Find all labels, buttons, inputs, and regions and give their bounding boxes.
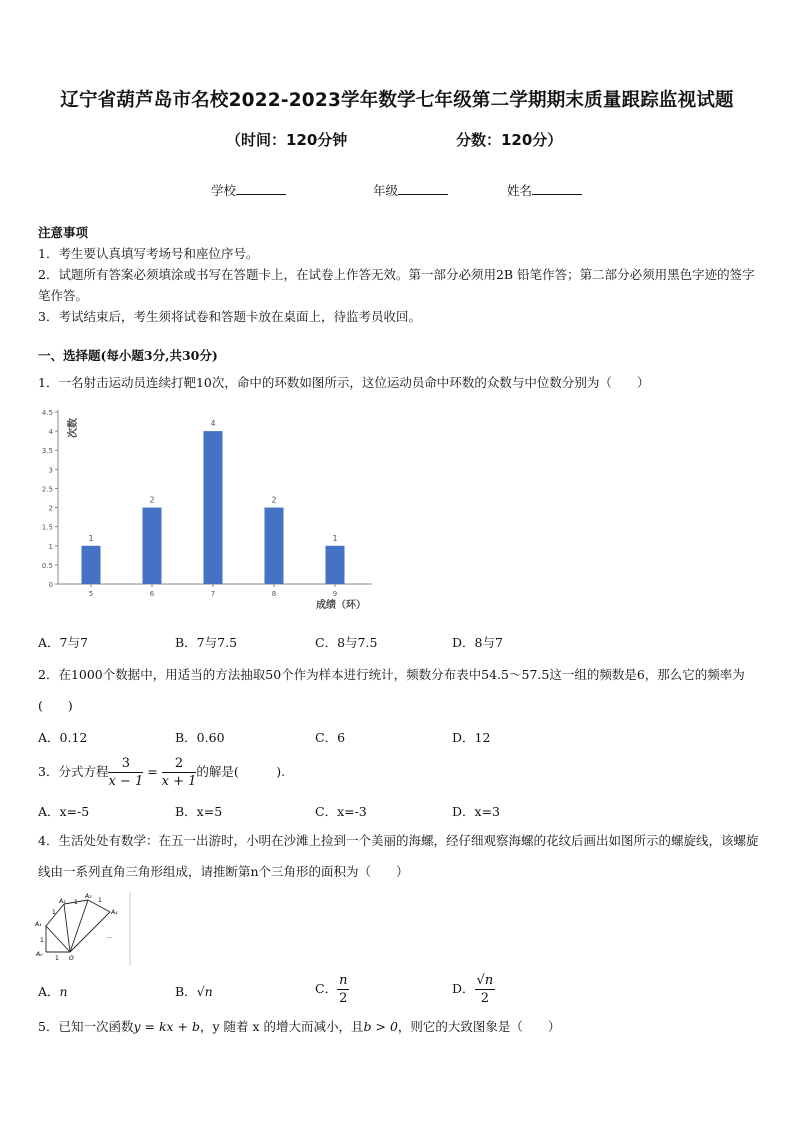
q2-option-a[interactable]: A．0.12 <box>38 730 88 745</box>
fig-label-1: 1 <box>74 899 78 906</box>
note-item: 2．试题所有答案必须填涂或书写在答题卡上，在试卷上作答无效。第一部分必须用2B 铅笔作答；第二部分必须用黑色字迹的签字笔作答。 <box>38 267 755 303</box>
x-tick-label: 8 <box>271 590 277 598</box>
q3-suffix: 的解是( ). <box>196 764 286 779</box>
q1-bar-chart <box>32 400 372 620</box>
fig-label-a2: A₂ <box>59 898 66 905</box>
q4-option-a[interactable]: A．n <box>38 984 68 999</box>
grade-blank[interactable] <box>398 182 448 195</box>
q2-option-b[interactable]: B．0.60 <box>175 730 225 745</box>
q1-option-a[interactable]: A．7与7 <box>38 635 88 650</box>
q3-option-a[interactable]: A．x=-5 <box>38 804 90 819</box>
school-label: 学校 <box>211 183 237 198</box>
fig-label-ellipsis: … <box>106 933 112 940</box>
name-field <box>507 181 582 199</box>
x-tick-label: 5 <box>88 590 94 598</box>
note-item: 1．考生要认真填写考场号和座位序号。 <box>38 246 259 261</box>
q3-lhs-den: x − 1 <box>108 774 144 789</box>
bar-value-label: 1 <box>332 533 338 543</box>
q3-rhs-den: x + 1 <box>161 774 197 789</box>
y-tick-label: 2.5 <box>41 485 53 494</box>
q3-lhs-num: 3 <box>108 755 143 773</box>
time-limit: （时间：120分钟 <box>226 131 348 149</box>
fig-label-o: O <box>69 955 74 962</box>
bar <box>326 546 345 584</box>
y-tick-label: 1.5 <box>41 523 53 532</box>
question-3: 3．分式方程 $\frac{3}{x - 1}$ = $\frac{2}{x + 1}$ 的解是( ). <box>38 756 286 789</box>
grade-field <box>373 181 448 199</box>
fig-label-a0: A₀ <box>36 951 43 958</box>
q5-equation: y = kx + b <box>133 1019 200 1034</box>
q5-prefix: 5．已知一次函数 <box>38 1019 134 1034</box>
fig-label-1: 1 <box>55 955 59 962</box>
q5-condition: b > 0 <box>363 1019 398 1034</box>
fig-label-1: 1 <box>40 937 44 944</box>
q4-option-c[interactable]: C． $\frac{n}{2}$ <box>315 973 348 1006</box>
note-item: 3．考试结束后，考生须将试卷和答题卡放在桌面上，待监考员收回。 <box>38 309 421 324</box>
question-2: 2．在1000个数据中，用适当的方法抽取50个作为样本进行统计，频数分布表中54.5～57.5这一组的频数是6，那么它的频率为( ) <box>38 667 745 713</box>
question-1: 1．一名射击运动员连续打靶10次，命中的环数如图所示，这位运动员命中环数的众数与中位数分别为（ ） <box>38 375 650 390</box>
bar <box>204 431 223 584</box>
question-5 <box>38 1011 760 1042</box>
q3-option-d[interactable]: D．x=3 <box>452 804 500 819</box>
bar-value-label: 2 <box>271 495 277 505</box>
q4-options <box>38 972 760 1014</box>
fig-label-a4: A₄ <box>111 909 118 916</box>
total-score: 分数：120分） <box>456 131 563 149</box>
notes-block <box>38 222 760 327</box>
bar-value-label: 1 <box>88 533 94 543</box>
y-tick-label: 0 <box>48 581 53 589</box>
y-tick-label: 4.5 <box>41 409 53 417</box>
question-4: 4．生活处处有数学：在五一出游时，小明在沙滩上捡到一个美丽的海螺，经仔细观察海螺的花纹后画出如图所示的螺旋线，该螺旋线由一系列直角三角形组成，请推断第n个三角形的面积为（ ） <box>38 833 759 879</box>
y-tick-label: 2 <box>48 504 53 513</box>
q2-option-c[interactable]: C．6 <box>315 730 346 745</box>
fig-label-a3: A₃ <box>85 893 92 900</box>
section-heading: 一、选择题(每小题3分,共30分) <box>38 348 218 363</box>
q4-option-d[interactable]: D． $\frac{√n}{2}$ <box>452 973 494 1006</box>
x-tick-label: 9 <box>332 590 338 598</box>
fig-label-a1: A₁ <box>35 921 42 928</box>
notes-heading: 注意事项 <box>38 225 89 240</box>
q5-mid: ，y 随着 x 的增大而减小，且 <box>200 1019 364 1034</box>
y-tick-label: 1 <box>48 542 53 551</box>
q3-prefix: 3．分式方程 <box>38 764 109 779</box>
name-label: 姓名 <box>507 183 533 198</box>
x-tick-label: 6 <box>149 590 155 598</box>
fig-label-1: 1 <box>98 897 102 904</box>
q3-option-c[interactable]: C．x=-3 <box>315 804 367 819</box>
q3-option-b[interactable]: B．x=5 <box>175 804 223 819</box>
fig-label-1: 1 <box>52 909 56 916</box>
bar-value-label: 2 <box>149 495 155 505</box>
q3-rhs-num: 2 <box>162 755 197 773</box>
q1-option-b[interactable]: B．7与7.5 <box>175 635 238 650</box>
spiral-figure <box>34 890 144 970</box>
y-tick-label: 4 <box>48 428 53 437</box>
school-field <box>211 181 286 199</box>
x-axis-title: 成绩（环） <box>316 600 366 611</box>
bar <box>143 508 162 584</box>
name-blank[interactable] <box>532 182 582 195</box>
bar-value-label: 4 <box>210 419 216 429</box>
q3-lhs-fraction <box>108 755 143 790</box>
q3-rhs-fraction <box>162 755 197 790</box>
bar <box>265 508 284 584</box>
q4-option-b[interactable]: B．√n <box>175 984 213 999</box>
y-tick-label: 3.5 <box>41 447 53 456</box>
exam-title: 辽宁省葫芦岛市名校2022-2023学年数学七年级第二学期期末质量跟踪监视试题 <box>60 90 734 111</box>
q1-option-d[interactable]: D．8与7 <box>452 635 503 650</box>
y-axis-title: 次数 <box>68 418 79 438</box>
q2-option-d[interactable]: D．12 <box>452 730 491 745</box>
y-tick-label: 3 <box>48 466 53 475</box>
q5-suffix: ，则它的大致图象是（ ） <box>397 1019 561 1034</box>
y-tick-label: 0.5 <box>41 561 53 570</box>
grade-label: 年级 <box>373 183 399 198</box>
bar <box>82 546 101 584</box>
q1-option-c[interactable]: C．8与7.5 <box>315 635 378 650</box>
x-tick-label: 7 <box>210 590 216 598</box>
school-blank[interactable] <box>236 182 286 195</box>
